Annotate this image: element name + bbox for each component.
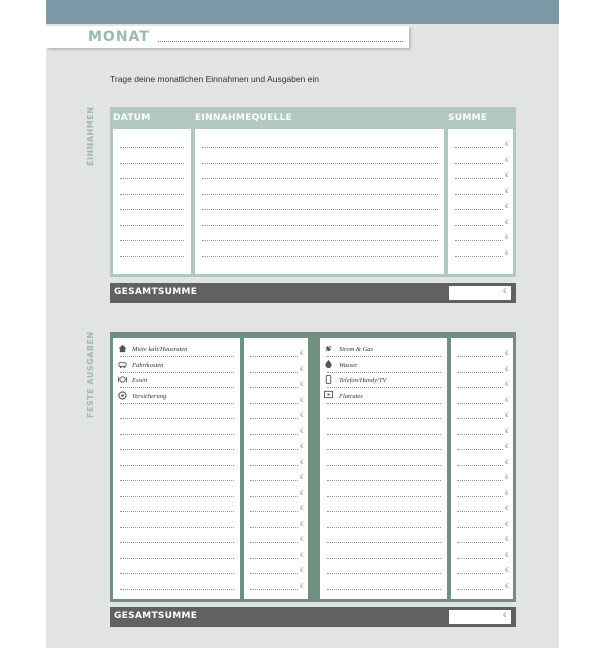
currency-symbol: € [505, 489, 509, 497]
amount-line[interactable] [457, 449, 503, 450]
amount-line[interactable] [250, 387, 298, 388]
einnahmequelle-line[interactable] [202, 178, 438, 179]
house-icon [118, 344, 127, 353]
amount-line[interactable] [457, 573, 503, 574]
item-line[interactable] [327, 573, 441, 574]
einnahmen-table [110, 107, 516, 277]
feste-ausgaben-total-field[interactable] [449, 610, 511, 624]
currency-symbol: € [505, 172, 509, 179]
currency-symbol: € [300, 350, 304, 357]
item-telefon: Telefon/Handy/TV [339, 377, 387, 384]
einnahmen-side-label: EINNAHMEN [86, 106, 95, 166]
water-drop-icon [324, 359, 333, 368]
currency-symbol: € [505, 218, 509, 226]
item-line[interactable] [120, 387, 234, 388]
currency-symbol: € [300, 365, 304, 373]
summe-column[interactable] [448, 129, 513, 274]
item-line[interactable] [327, 527, 441, 528]
column-header-datum: DATUM [113, 113, 151, 123]
amount-line[interactable] [250, 403, 298, 404]
item-line[interactable] [327, 418, 441, 419]
column-header-summe: SUMME [448, 113, 488, 123]
tv-icon [324, 390, 333, 399]
currency-symbol: € [505, 520, 509, 528]
amount-line[interactable] [457, 480, 503, 481]
currency-symbol: € [505, 412, 509, 419]
amount-line[interactable] [457, 434, 503, 435]
item-fahrtkosten: Fahrtkosten [132, 362, 164, 369]
month-header [46, 26, 409, 48]
plug-icon [324, 344, 333, 353]
currency-symbol: € [505, 249, 509, 257]
einnahmequelle-line[interactable] [202, 209, 438, 210]
currency-symbol: € [505, 458, 509, 466]
amount-line[interactable] [457, 589, 503, 590]
datum-line[interactable] [120, 225, 184, 226]
currency-symbol: € [505, 427, 509, 435]
currency-symbol: € [505, 141, 509, 148]
amount-line[interactable] [250, 496, 298, 497]
item-line[interactable] [327, 496, 441, 497]
einnahmen-total-label: GESAMTSUMME [114, 287, 198, 297]
currency-symbol: € [300, 551, 304, 559]
amount-line[interactable] [457, 356, 503, 357]
currency-symbol: € [505, 156, 509, 164]
currency-symbol: € [505, 381, 509, 388]
einnahmequelle-line[interactable] [202, 225, 438, 226]
item-line[interactable] [120, 449, 234, 450]
amount-line[interactable] [250, 418, 298, 419]
left-amount-column[interactable] [244, 338, 308, 599]
item-line[interactable] [120, 403, 234, 404]
item-line[interactable] [120, 480, 234, 481]
amount-line[interactable] [457, 372, 503, 373]
amount-line[interactable] [457, 558, 503, 559]
amount-line[interactable] [250, 527, 298, 528]
einnahmequelle-column[interactable] [195, 129, 444, 274]
amount-line[interactable] [457, 403, 503, 404]
item-line[interactable] [120, 372, 234, 373]
einnahmequelle-line[interactable] [202, 256, 438, 257]
item-strom-gas: Strom & Gas [339, 346, 374, 353]
currency-symbol: € [505, 582, 509, 590]
summe-line[interactable] [455, 163, 503, 164]
month-input-line[interactable] [158, 41, 403, 42]
summe-line[interactable] [455, 178, 503, 179]
amount-line[interactable] [250, 372, 298, 373]
currency-symbol: € [300, 396, 304, 404]
currency-symbol: € [505, 474, 509, 481]
currency-symbol: € [300, 520, 304, 528]
top-bar [46, 0, 559, 24]
umbrella-icon [118, 391, 127, 400]
item-versicherung: Versicherung [132, 393, 167, 400]
einnahmequelle-line[interactable] [202, 194, 438, 195]
amount-line[interactable] [457, 465, 503, 466]
currency-symbol: € [505, 187, 509, 195]
amount-line[interactable] [457, 387, 503, 388]
summe-line[interactable] [455, 240, 503, 241]
feste-ausgaben-side-label: FESTE AUSGABEN [86, 331, 95, 418]
currency-symbol: € [505, 567, 509, 574]
currency-symbol: € [300, 381, 304, 388]
item-line[interactable] [120, 589, 234, 590]
item-line[interactable] [327, 558, 441, 559]
amount-line[interactable] [250, 434, 298, 435]
currency-symbol: € [300, 489, 304, 497]
feste-ausgaben-total-label: GESAMTSUMME [114, 611, 198, 621]
currency-symbol: € [300, 474, 304, 481]
intro-text: Trage deine monatlichen Einnahmen und Ausgaben ein [110, 74, 320, 84]
datum-column[interactable] [113, 129, 191, 274]
currency-symbol: € [300, 536, 304, 543]
currency-symbol: € [503, 612, 507, 619]
currency-symbol: € [505, 365, 509, 373]
item-line[interactable] [327, 403, 441, 404]
summe-line[interactable] [455, 225, 503, 226]
summe-line[interactable] [455, 256, 503, 257]
amount-line[interactable] [250, 449, 298, 450]
amount-line[interactable] [250, 573, 298, 574]
item-line[interactable] [120, 511, 234, 512]
item-line[interactable] [327, 511, 441, 512]
currency-symbol: € [505, 350, 509, 357]
item-essen: Essen [132, 377, 148, 384]
item-line[interactable] [327, 480, 441, 481]
item-line[interactable] [120, 465, 234, 466]
feste-ausgaben-total-bar [110, 607, 516, 627]
currency-symbol: € [300, 443, 304, 450]
item-line[interactable] [327, 542, 441, 543]
datum-line[interactable] [120, 194, 184, 195]
amount-line[interactable] [250, 356, 298, 357]
amount-line[interactable] [250, 542, 298, 543]
einnahmequelle-line[interactable] [202, 240, 438, 241]
currency-symbol: € [505, 396, 509, 404]
currency-symbol: € [503, 288, 507, 295]
einnahmequelle-line[interactable] [202, 163, 438, 164]
amount-line[interactable] [457, 542, 503, 543]
phone-icon [324, 375, 333, 384]
right-amount-column[interactable] [451, 338, 513, 599]
currency-symbol: € [505, 505, 509, 512]
amount-line[interactable] [250, 511, 298, 512]
summe-line[interactable] [455, 147, 503, 148]
amount-line[interactable] [457, 527, 503, 528]
currency-symbol: € [300, 458, 304, 466]
currency-symbol: € [300, 412, 304, 419]
currency-symbol: € [505, 536, 509, 543]
datum-line[interactable] [120, 163, 184, 164]
currency-symbol: € [300, 582, 304, 590]
amount-line[interactable] [457, 511, 503, 512]
item-line[interactable] [120, 573, 234, 574]
summe-line[interactable] [455, 194, 503, 195]
item-flatrates: Flatrates [339, 393, 363, 400]
datum-line[interactable] [120, 240, 184, 241]
datum-line[interactable] [120, 256, 184, 257]
planner-page [46, 0, 559, 648]
feste-ausgaben-table [110, 332, 516, 602]
einnahmen-total-bar [110, 283, 516, 303]
amount-line[interactable] [457, 496, 503, 497]
item-line[interactable] [327, 465, 441, 466]
item-line[interactable] [120, 434, 234, 435]
currency-symbol: € [505, 443, 509, 450]
currency-symbol: € [300, 505, 304, 512]
summe-line[interactable] [455, 209, 503, 210]
currency-symbol: € [505, 234, 509, 241]
item-line[interactable] [327, 434, 441, 435]
item-line[interactable] [327, 449, 441, 450]
amount-line[interactable] [457, 418, 503, 419]
item-line[interactable] [120, 418, 234, 419]
amount-line[interactable] [250, 589, 298, 590]
amount-line[interactable] [250, 480, 298, 481]
item-line[interactable] [120, 558, 234, 559]
datum-line[interactable] [120, 147, 184, 148]
item-line[interactable] [327, 387, 441, 388]
einnahmequelle-line[interactable] [202, 147, 438, 148]
item-line[interactable] [327, 356, 441, 357]
item-line[interactable] [120, 542, 234, 543]
item-line[interactable] [327, 372, 441, 373]
amount-line[interactable] [250, 465, 298, 466]
item-miete: Miete kalt/Hausraten [132, 346, 188, 353]
item-line[interactable] [120, 527, 234, 528]
currency-symbol: € [300, 427, 304, 435]
food-icon [118, 375, 127, 384]
currency-symbol: € [300, 567, 304, 574]
column-header-einnahmequelle: EINNAHMEQUELLE [195, 113, 293, 123]
car-icon [118, 360, 127, 369]
item-line[interactable] [120, 496, 234, 497]
amount-line[interactable] [250, 558, 298, 559]
datum-line[interactable] [120, 178, 184, 179]
einnahmen-total-field[interactable] [449, 286, 511, 300]
currency-symbol: € [505, 203, 509, 210]
item-line[interactable] [120, 356, 234, 357]
month-title: MONAT [88, 29, 150, 45]
currency-symbol: € [505, 551, 509, 559]
datum-line[interactable] [120, 209, 184, 210]
item-wasser: Wasser [339, 362, 358, 369]
item-line[interactable] [327, 589, 441, 590]
